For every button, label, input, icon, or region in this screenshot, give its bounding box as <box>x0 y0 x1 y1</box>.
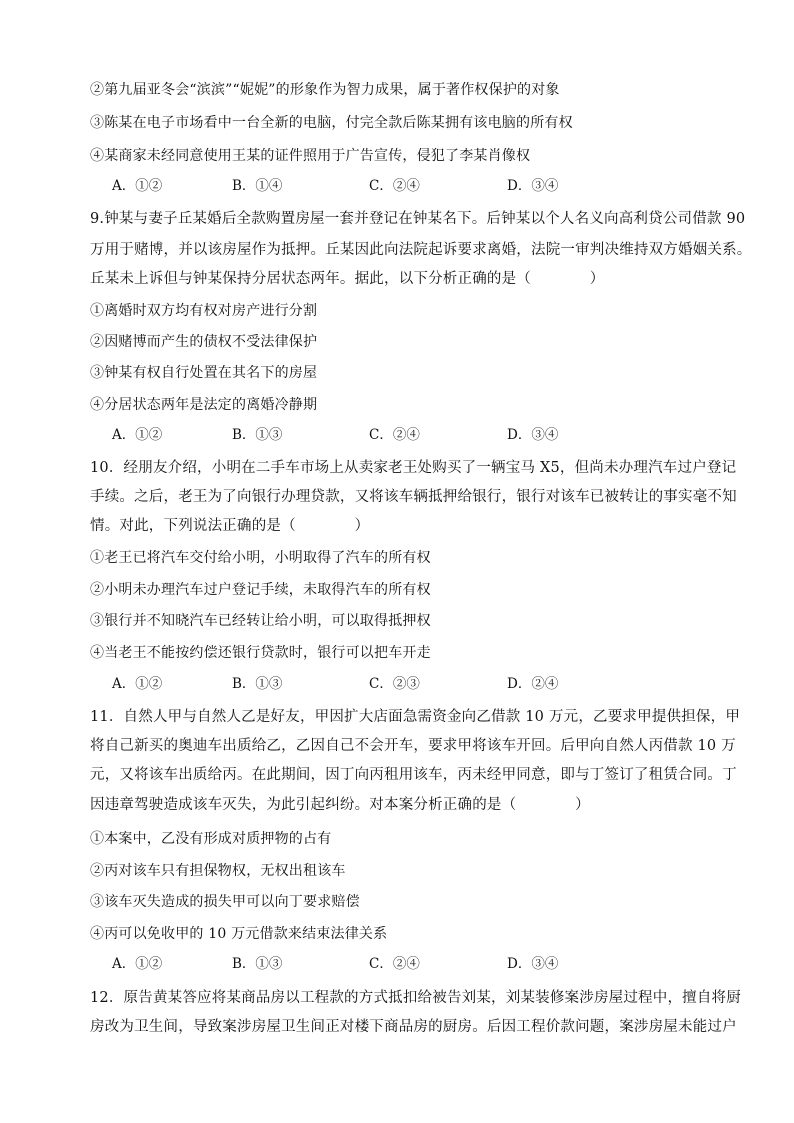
q12-stem-line-2: 房改为卫生间，导致案涉房屋卫生间正对楼下商品房的厨房。后因工程价款问题，案涉房屋未能过户 <box>90 1019 737 1035</box>
q11-option-c[interactable]: C．②④ <box>369 956 420 972</box>
q10-item-4: ④当老王不能按约偿还银行贷款时，银行可以把车开走 <box>90 645 431 661</box>
q10-stem-line-3: 情。对此，下列说法正确的是（ ） <box>90 518 370 534</box>
q8-option-d[interactable]: D．③④ <box>507 178 559 194</box>
q8-option-b[interactable]: B．①④ <box>232 178 283 194</box>
q9-option-c[interactable]: C．②④ <box>369 427 420 443</box>
q11-stem-line-4: 因违章驾驶造成该车灭失，为此引起纠纷。对本案分析正确的是（ ） <box>90 797 590 813</box>
q11-stem-line-3: 元，又将该车出质给丙。在此期间，因丁向丙租用该车，丙未经甲同意，即与丁签订了租赁合同。丁 <box>90 767 737 783</box>
q11-option-b[interactable]: B．①③ <box>232 956 283 972</box>
q11-item-1: ①本案中，乙没有形成对质押物的占有 <box>90 831 332 847</box>
q11-option-a[interactable]: A．①② <box>112 956 163 972</box>
q10-item-1: ①老王已将汽车交付给小明，小明取得了汽车的所有权 <box>90 550 431 566</box>
q8-option-c[interactable]: C．②④ <box>369 178 420 194</box>
q11-item-2: ②丙对该车只有担保物权，无权出租该车 <box>90 863 346 879</box>
q11-option-d[interactable]: D．③④ <box>507 956 559 972</box>
q10-item-3: ③银行并不知晓汽车已经转让给小明，可以取得抵押权 <box>90 613 431 629</box>
q11-item-4: ④丙可以免收甲的 10 万元借款来结束法律关系 <box>90 926 388 942</box>
q9-item-3: ③钟某有权自行处置在其名下的房屋 <box>90 365 318 381</box>
q10-option-c[interactable]: C．②③ <box>369 676 420 692</box>
q8-item-3: ③陈某在电子市场看中一台全新的电脑，付完全款后陈某拥有该电脑的所有权 <box>90 115 573 131</box>
q11-item-3: ③该车灭失造成的损失甲可以向丁要求赔偿 <box>90 894 360 910</box>
q9-option-b[interactable]: B．①③ <box>232 427 283 443</box>
q12-stem-line-1: 12．原告黄某答应将某商品房以工程款的方式抵扣给被告刘某，刘某装修案涉房屋过程中，擅自将厨 <box>90 990 741 1006</box>
q8-option-a[interactable]: A．①② <box>112 178 163 194</box>
q11-stem-line-2: 将自己新买的奥迪车出质给乙，乙因自己不会开车，要求甲将该车开回。后甲向自然人丙借款 10 万 <box>90 738 736 754</box>
q10-stem-line-1: 10．经朋友介绍，小明在二手车市场上从卖家老王处购买了一辆宝马 X5，但尚未办理汽车过户登记 <box>90 460 737 476</box>
q10-item-2: ②小明未办理汽车过户登记手续，未取得汽车的所有权 <box>90 582 431 598</box>
q10-stem-line-2: 手续。之后，老王为了向银行办理贷款，又将该车辆抵押给银行，银行对该车已被转让的事实毫不知 <box>90 489 737 505</box>
q9-stem-line-1: 9.钟某与妻子丘某婚后全款购置房屋一套并登记在钟某名下。后钟某以个人名义向高利贷公司借款 90 <box>90 211 746 227</box>
q9-item-4: ④分居状态两年是法定的离婚冷静期 <box>90 397 318 413</box>
q9-item-2: ②因赌博而产生的债权不受法律保护 <box>90 334 318 350</box>
q8-item-2: ②第九届亚冬会“滨滨”“妮妮”的形象作为智力成果，属于著作权保护的对象 <box>90 82 560 98</box>
q8-item-4: ④某商家未经同意使用王某的证件照用于广告宣传，侵犯了李某肖像权 <box>90 148 531 164</box>
q9-option-d[interactable]: D．③④ <box>507 427 559 443</box>
q9-item-1: ①离婚时双方均有权对房产进行分割 <box>90 303 318 319</box>
q11-stem-line-1: 11．自然人甲与自然人乙是好友，甲因扩大店面急需资金向乙借款 10 万元，乙要求甲提供担保，甲 <box>90 709 741 725</box>
q10-option-d[interactable]: D．②④ <box>507 676 559 692</box>
q10-option-a[interactable]: A．①② <box>112 676 163 692</box>
q9-option-a[interactable]: A．①② <box>112 427 163 443</box>
q9-stem-line-2: 万用于赌博，并以该房屋作为抵押。丘某因此向法院起诉要求离婚，法院一审判决维持双方婚姻关系。 <box>90 242 752 258</box>
q10-option-b[interactable]: B．①③ <box>232 676 283 692</box>
q9-stem-line-3: 丘某未上诉但与钟某保持分居状态两年。据此，以下分析正确的是（ ） <box>90 271 605 287</box>
